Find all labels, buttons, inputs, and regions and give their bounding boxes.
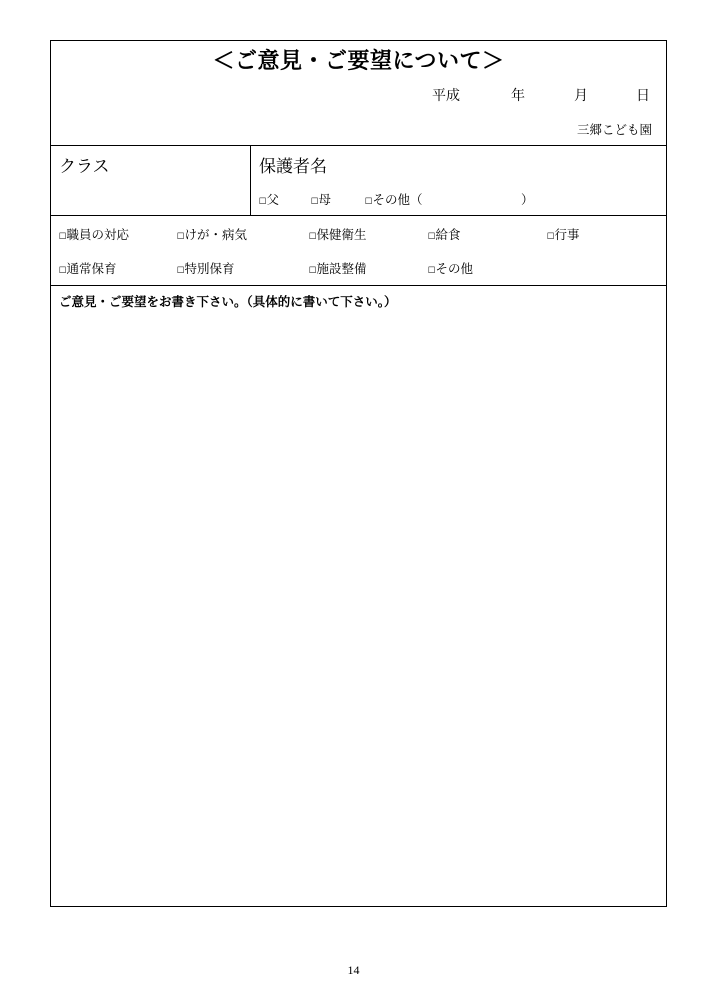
- category-label: 行事: [554, 227, 580, 242]
- class-field-label[interactable]: クラス: [59, 157, 110, 177]
- checkbox-icon: ☐: [311, 192, 319, 207]
- category-label: 保健衛生: [316, 227, 367, 242]
- category-checkbox[interactable]: [59, 225, 129, 243]
- comment-area[interactable]: [51, 286, 666, 906]
- checkbox-icon: ☐: [309, 261, 317, 276]
- category-row: [51, 216, 666, 286]
- relation-label: その他（: [372, 192, 423, 207]
- checkbox-icon: ☐: [177, 227, 185, 242]
- category-label: 職員の対応: [66, 227, 130, 242]
- category-checkbox[interactable]: [428, 259, 473, 277]
- page-number: 14: [347, 963, 360, 977]
- category-checkbox[interactable]: [59, 259, 117, 277]
- category-label: 通常保育: [66, 261, 117, 276]
- checkbox-icon: ☐: [177, 261, 185, 276]
- category-checkbox[interactable]: [309, 225, 367, 243]
- category-checkbox[interactable]: [177, 259, 235, 277]
- relation-label: 母: [318, 192, 332, 207]
- guardian-name-label[interactable]: 保護者名: [259, 157, 327, 177]
- relation-label: 父: [266, 192, 280, 207]
- category-checkbox[interactable]: [428, 225, 461, 243]
- category-checkbox[interactable]: [177, 225, 247, 243]
- category-label: 給食: [435, 227, 461, 242]
- checkbox-icon: ☐: [365, 192, 373, 207]
- checkbox-icon: ☐: [59, 261, 67, 276]
- checkbox-icon: ☐: [309, 227, 317, 242]
- checkbox-icon: ☐: [59, 227, 67, 242]
- checkbox-icon: ☐: [259, 192, 267, 207]
- relation-other-close: ）: [521, 192, 534, 207]
- category-label: 特別保育: [184, 261, 235, 276]
- guardian-row: [51, 146, 666, 216]
- category-label: 施設整備: [316, 261, 367, 276]
- comment-instruction: ご意見・ご要望をお書き下さい。（具体的に書いて下さい。）: [59, 294, 397, 309]
- category-checkbox[interactable]: [547, 225, 580, 243]
- category-label: けが・病気: [184, 227, 248, 242]
- checkbox-icon: ☐: [428, 227, 436, 242]
- relation-other-checkbox[interactable]: [365, 190, 423, 208]
- date-year-field[interactable]: 年: [511, 88, 525, 104]
- column-divider: [250, 146, 251, 215]
- date-era: 平成: [432, 88, 460, 104]
- category-checkbox[interactable]: [309, 259, 367, 277]
- form-header: [51, 41, 666, 146]
- date-month-field[interactable]: 月: [574, 88, 588, 104]
- relation-mother-checkbox[interactable]: [311, 190, 331, 208]
- date-day-field[interactable]: 日: [636, 88, 650, 104]
- checkbox-icon: ☐: [547, 227, 555, 242]
- checkbox-icon: ☐: [428, 261, 436, 276]
- form-title: ＜ご意見・ご要望について＞: [212, 49, 505, 74]
- school-name: 三郷こども園: [576, 122, 652, 137]
- feedback-form: [50, 40, 667, 907]
- category-label: その他: [435, 261, 474, 276]
- relation-father-checkbox[interactable]: [259, 190, 279, 208]
